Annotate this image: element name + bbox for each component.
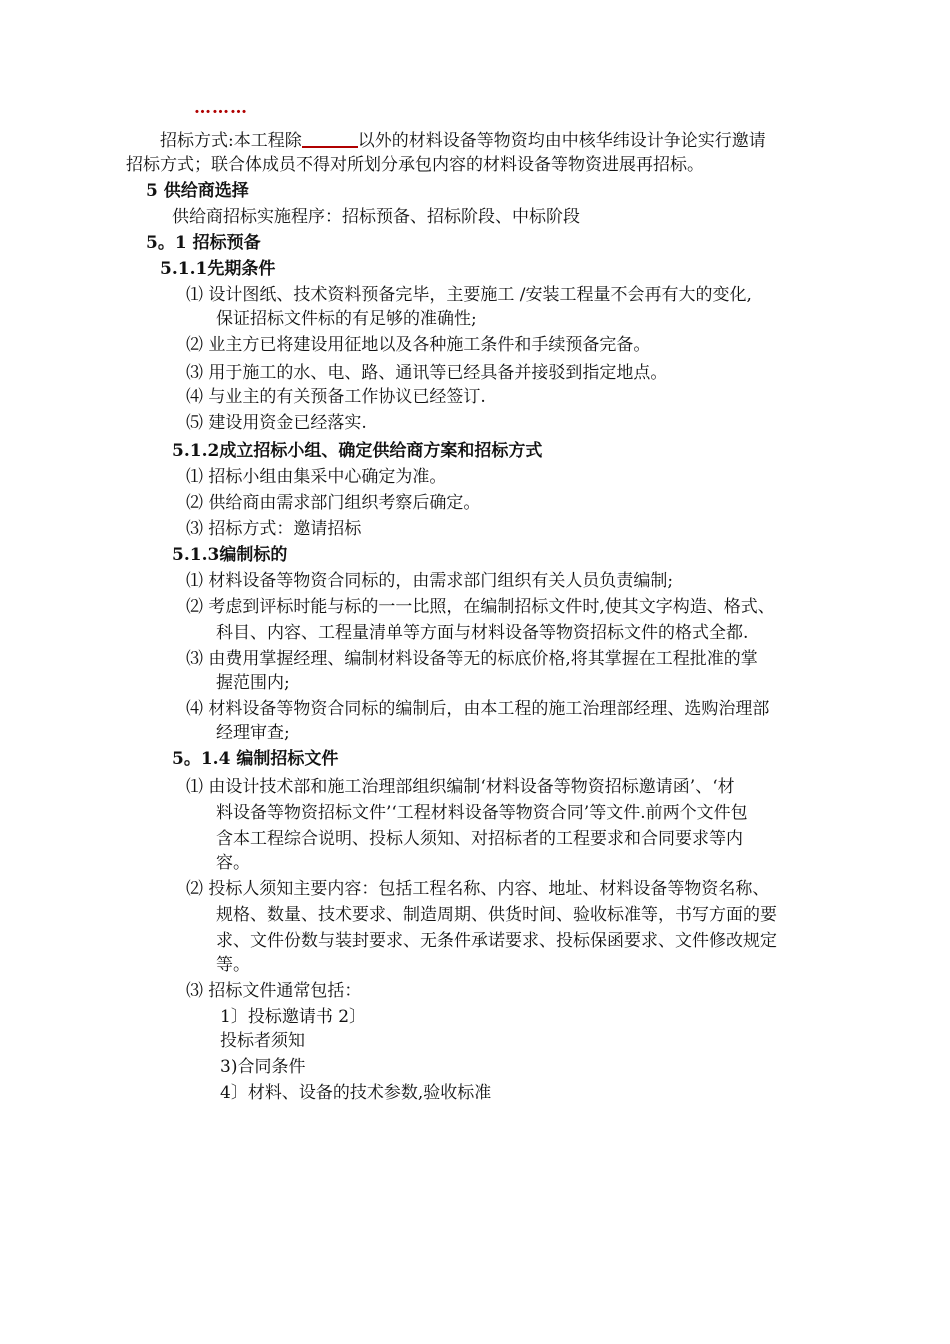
list-item: ⑶ 招标文件通常包括： — [186, 981, 362, 1001]
list-item: ⑶ 由费用掌握经理、编制材料设备等无的标底价格,将其掌握在工程批准的掌 — [186, 649, 758, 669]
list-item: 投标者须知 — [220, 1031, 305, 1051]
list-item: ⑷ 材料设备等物资合同标的编制后，由本工程的施工治理部经理、选购治理部 — [186, 699, 770, 719]
blank-underline — [302, 128, 358, 148]
list-item: ⑴ 材料设备等物资合同标的，由需求部门组织有关人员负责编制; — [186, 571, 674, 591]
list-item: ⑴ 设计图纸、技术资料预备完毕，主要施工 /安装工程量不会再有大的变化, — [186, 285, 752, 305]
list-item: 保证招标文件标的有足够的准确性; — [216, 309, 477, 329]
list-item: ⑵ 考虑到评标时能与标的一一比照，在编制招标文件时,使其文字构造、格式、 — [186, 597, 775, 617]
section-5-heading: 5 供给商选择 — [146, 181, 249, 201]
section-5-1-1-heading: 5.1.1先期条件 — [160, 259, 276, 279]
intro-text-part2: 以外的材料设备等物资均由中核华纬设计争论实行邀请 — [357, 131, 766, 151]
list-item: 科目、内容、工程量清单等方面与材料设备等物资招标文件的格式全都. — [216, 623, 749, 643]
list-item: 容。 — [216, 853, 250, 873]
section-5-1-4-heading: 5。1.4 编制招标文件 — [172, 749, 339, 769]
list-item: 含本工程综合说明、投标人须知、对招标者的工程要求和合同要求等内 — [216, 829, 743, 849]
list-item: ⑵ 供给商由需求部门组织考察后确定。 — [186, 493, 481, 513]
section-5-1-heading: 5。1 招标预备 — [146, 233, 261, 253]
section-5-description: 供给商招标实施程序：招标预备、招标阶段、中标阶段 — [172, 207, 580, 227]
list-item: 1〕投标邀请书 2〕 — [220, 1007, 367, 1027]
list-item: ⑵ 业主方已将建设用征地以及各种施工条件和手续预备完备。 — [186, 335, 651, 355]
list-item: 经理审查; — [216, 723, 290, 743]
section-5-1-2-heading: 5.1.2成立招标小组、确定供给商方案和招标方式 — [172, 441, 543, 461]
list-item: 规格、数量、技术要求、制造周期、供货时间、验收标准等，书写方面的要 — [216, 905, 777, 925]
list-item: 求、文件份数与装封要求、无条件承诺要求、投标保函要求、文件修改规定 — [216, 931, 777, 951]
list-item: 握范围内; — [216, 673, 290, 693]
list-item: 3)合同条件 — [220, 1057, 306, 1077]
intro-text-part1: 招标方式:本工程除 — [160, 131, 302, 151]
list-item: ⑶ 用于施工的水、电、路、通讯等已经具备并接驳到指定地点。 — [186, 363, 668, 383]
list-item: ⑸ 建设用资金已经落实. — [186, 413, 367, 433]
section-5-1-3-heading: 5.1.3编制标的 — [172, 545, 288, 565]
list-item: 4〕材料、设备的技术参数,验收标准 — [220, 1083, 492, 1103]
red-dot-marker: ……… — [194, 98, 248, 118]
list-item: ⑷ 与业主的有关预备工作协议已经签订. — [186, 387, 486, 407]
intro-line-1 — [160, 128, 766, 152]
list-item: ⑵ 投标人须知主要内容：包括工程名称、内容、地址、材料设备等物资名称、 — [186, 879, 770, 899]
intro-line-2: 招标方式；联合体成员不得对所划分承包内容的材料设备等物资进展再招标。 — [126, 155, 704, 175]
list-item: ⑴ 招标小组由集采中心确定为准。 — [186, 467, 447, 487]
list-item: 等。 — [216, 955, 250, 975]
list-item: ⑴ 由设计技术部和施工治理部组织编制‘材料设备等物资招标邀请函’、‘材 — [186, 777, 735, 797]
list-item: ⑶ 招标方式：邀请招标 — [186, 519, 362, 539]
list-item: 料设备等物资招标文件’‘工程材料设备等物资合同’等文件.前两个文件包 — [216, 803, 748, 823]
